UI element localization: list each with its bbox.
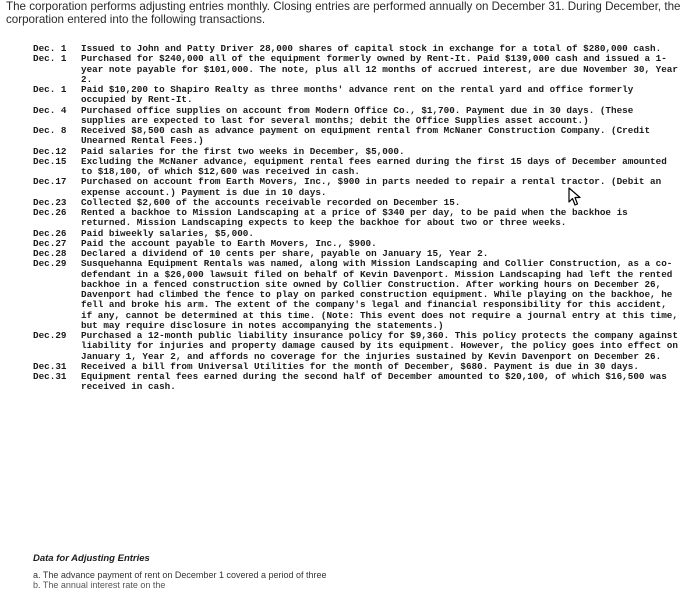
entry-text: Collected $2,600 of the accounts receivable recorded on December 15.	[81, 196, 461, 208]
entry-date: Dec.26	[33, 207, 67, 218]
entry-date: Dec.17	[33, 176, 67, 188]
entry-date: Dec.23	[33, 196, 67, 208]
entry-date: Dec.31	[33, 371, 67, 382]
adjusting-item-b: b. The annual interest rate on the	[33, 580, 166, 590]
transaction-entry	[33, 54, 683, 85]
entry-date: Dec. 1	[33, 53, 67, 65]
entry-text: Susquehanna Equipment Rentals was named, along with Mission Landscaping and Collier Construction, as a co-defendant in a $26,000 lawsuit filed on behalf of Kevin Davenport. Mission Landscaping had left the rented backhoe in a fenced construction site owned by Collier Construction. After working hours on December 26, Davenport had climbed the fence to play on parked construction equipment. While playing on the backhoe, he fell and broke his arm. The extent of the company's legal and financial responsibility for this accident, if any, cannot be determined at this time. (Note: This event does not require a journal entry at this time, but may require disclosure in notes accompanying the statements.)	[81, 258, 678, 331]
entry-text: Paid salaries for the first two weeks in December, $5,000.	[81, 145, 405, 157]
entry-date: Dec.15	[33, 155, 67, 167]
transaction-list	[33, 44, 683, 393]
transaction-entry	[33, 85, 683, 106]
intro-paragraph: The corporation performs adjusting entries monthly. Closing entries are performed annually on December 31. During December, the corporation entered into the following transactions.	[6, 0, 681, 26]
transaction-entry	[33, 208, 683, 229]
transaction-entry	[33, 106, 683, 127]
transaction-entry	[33, 157, 683, 178]
entry-date: Dec. 1	[33, 84, 67, 95]
transaction-entry	[33, 126, 683, 147]
entry-date: Dec.29	[33, 330, 67, 341]
entry-date: Dec.26	[33, 227, 67, 239]
entry-text: Received a bill from Universal Utilities for the month of December, $680. Payment is due in 30 days.	[81, 360, 639, 372]
adjusting-data-heading: Data for Adjusting Entries	[33, 553, 150, 564]
entry-text: Declared a dividend of 10 cents per share, payable on January 15, Year 2.	[81, 248, 489, 259]
entry-text: Received $8,500 cash as advance payment on equipment rental from McNaner Construction Company. (Credit Unearned Rental Fees.)	[81, 125, 651, 147]
transaction-entry	[33, 331, 683, 362]
entry-text: Purchased for $240,000 all of the equipment formerly owned by Rent-It. Paid $139,000 cash and issued a 1-year note payable for $101,000. The note, plus all 12 months of accrued interest, are due November 30, Year 2.	[81, 53, 678, 85]
transaction-entry	[33, 259, 683, 331]
transaction-entry	[33, 177, 683, 198]
entry-text: Excluding the McNaner advance, equipment rental fees earned during the first 15 days of December amounted to $18,100, of which $12,600 was received in cash.	[81, 155, 667, 177]
entry-date: Dec. 1	[33, 43, 67, 54]
entry-text: Purchased office supplies on account from Modern Office Co., $1,700. Payment due in 30 days. (These supplies are expected to last for several months; debit the Office Supplies asset account.)	[81, 104, 634, 126]
entry-text: Paid $10,200 to Shapiro Realty as three months' advance rent on the rental yard and office formerly occupied by Rent-It.	[81, 84, 634, 106]
entry-text: Purchased a 12-month public liability insurance policy for $9,360. This policy protects the company against liability for injuries and property damage caused by its equipment. However, the policy goes into effect on January 1, Year 2, and affords no coverage for the injuries sustained by Kevin Davenport on December 26.	[81, 330, 678, 362]
adjusting-item-a: a. The advance payment of rent on December 1 covered a period of three	[33, 570, 327, 580]
entry-text: Equipment rental fees earned during the second half of December amounted to $20,100, of which $16,500 was received in cash.	[81, 371, 667, 393]
entry-date: Dec. 4	[33, 104, 67, 116]
entry-date: Dec.27	[33, 237, 67, 249]
entry-date: Dec.28	[33, 248, 67, 259]
transaction-entry	[33, 372, 683, 393]
pointer-cursor-icon	[567, 187, 583, 207]
entry-date: Dec.29	[33, 258, 67, 270]
adjusting-data-list	[33, 570, 693, 590]
entry-text: Paid the account payable to Earth Movers, Inc., $900.	[81, 237, 377, 249]
entry-text: Purchased on account from Earth Movers, Inc., $900 in parts needed to repair a rental tractor. (Debit an expense account.) Payment is due in 10 days.	[81, 176, 662, 198]
entry-date: Dec.31	[33, 360, 67, 372]
entry-text: Issued to John and Patty Driver 28,000 shares of capital stock in exchange for a total of $280,000 cash.	[81, 43, 662, 54]
entry-date: Dec. 8	[33, 125, 67, 136]
entry-date: Dec.12	[33, 145, 67, 157]
entry-text: Rented a backhoe to Mission Landscaping at a price of $340 per day, to be paid when the backhoe is returned. Mission Landscaping expects to keep the backhoe for about two or three weeks.	[81, 207, 628, 229]
entry-text: Paid biweekly salaries, $5,000.	[81, 227, 254, 239]
